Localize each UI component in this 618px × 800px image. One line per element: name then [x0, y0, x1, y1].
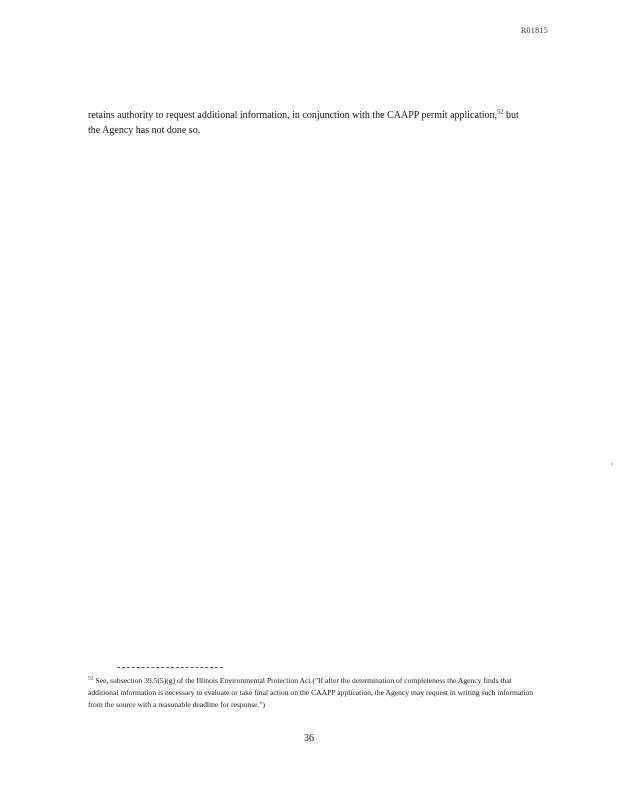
margin-mark: ›	[611, 460, 614, 468]
document-id: R01815	[520, 26, 548, 35]
paragraph-text-continued: but the Agency has not done so.	[88, 110, 519, 136]
footnote-number: 52	[88, 675, 94, 682]
body-paragraph	[88, 108, 528, 138]
footnote-reference[interactable]: 52	[497, 108, 504, 116]
footnotes-section	[88, 675, 534, 711]
footnote-separator	[117, 667, 223, 668]
page-number: 36	[304, 733, 314, 744]
footnote-text: See, subsection 39.5(5)(g) of the Illinois Environmental Protection Act ("If after the determination of completeness the Agency finds that additional information is necessary to evaluate or take final action on the CAAPP application, the Agency may request in writing such information from the source with a reasonable deadline for response.")	[88, 676, 534, 709]
paragraph-text: retains authority to request additional information, in conjunction with the CAAPP permit application,	[88, 110, 497, 121]
footnote	[88, 675, 534, 711]
